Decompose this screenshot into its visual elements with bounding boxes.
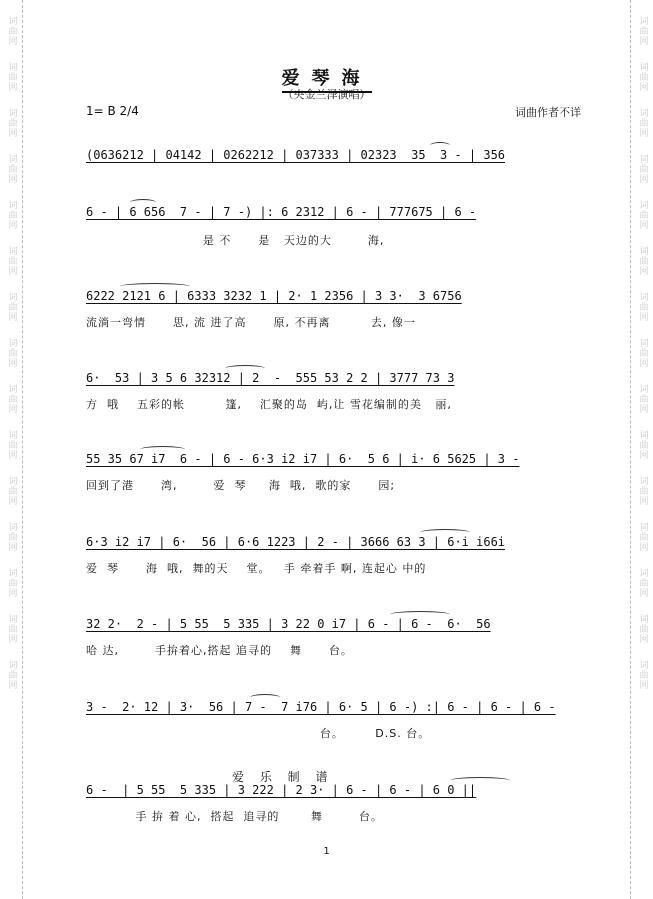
tie-arc: [430, 142, 450, 149]
tie-arc: [140, 446, 185, 453]
watermark-column-left: [0, 0, 23, 899]
watermark: 词曲网: [6, 522, 17, 552]
lyric-row-4: 方 哦 五彩的帐 篷, 汇聚的岛 屿,让 雪花编制的美 丽,: [86, 398, 452, 411]
notation-row-5: 55 35 67 i7 6 - | 6 - 6·3 i2 i7 | 6· 5 6 | i· 6 5625 | 3 -: [86, 452, 520, 466]
notation-row-2: 6 - | 6 656 7 - | 7 -) |: 6 2312 | 6 - | 777675 | 6 -: [86, 205, 477, 219]
notation-row-7: 32 2· 2 - | 5 55 5 335 | 3 22 0 i7 | 6 - | 6 - 6· 56: [86, 617, 491, 631]
watermark: 词曲网: [6, 568, 17, 598]
watermark: 词曲网: [637, 384, 648, 414]
footer-mark: 爱 乐 制 谱: [232, 770, 334, 784]
watermark: 词曲网: [637, 154, 648, 184]
lyric-row-3: 流淌一弯情 思, 流 进了高 原, 不再离 去, 像一: [86, 316, 416, 329]
watermark: 词曲网: [637, 660, 648, 690]
watermark: 词曲网: [6, 660, 17, 690]
watermark: 词曲网: [6, 16, 17, 46]
lyric-row-2: 是 不 是 天边的大 海,: [86, 234, 385, 247]
page-number: 1: [323, 846, 330, 857]
watermark: 词曲网: [6, 292, 17, 322]
watermark: 词曲网: [637, 292, 648, 322]
watermark-column-right: [630, 0, 653, 899]
credit-line: 词曲作者不详: [515, 106, 581, 119]
tie-arc: [420, 529, 470, 536]
lyric-row-8: 台。 D.S. 台。: [86, 727, 431, 740]
watermark: 词曲网: [637, 568, 648, 598]
tie-arc: [390, 611, 450, 618]
watermark: 词曲网: [6, 108, 17, 138]
lyric-row-7: 哈 达, 手拚着心,搭起 追寻的 舞 台。: [86, 644, 353, 657]
watermark: 词曲网: [6, 384, 17, 414]
watermark: 词曲网: [637, 62, 648, 92]
watermark: 词曲网: [6, 246, 17, 276]
tie-arc: [250, 694, 280, 701]
watermark: 词曲网: [637, 522, 648, 552]
tie-arc: [450, 777, 510, 784]
notation-row-9: 6 - | 5 55 5 335 | 3 222 | 2 3· | 6 - | 6 - | 6 0 ||: [86, 783, 477, 797]
watermark: 词曲网: [637, 614, 648, 644]
watermark: 词曲网: [637, 246, 648, 276]
notation-row-1: (0636212 | 04142 | 0262212 | 037333 | 02323 35 3 - | 356: [86, 148, 506, 162]
lyric-row-5: 回到了港 湾, 爱 琴 海 哦, 歌的家 园;: [86, 479, 396, 492]
lyric-row-6: 爱 琴 海 哦, 舞的天 堂。 手 牵着手 啊, 连起心 中的: [86, 562, 427, 575]
watermark: 词曲网: [6, 430, 17, 460]
watermark: 词曲网: [6, 614, 17, 644]
watermark: 词曲网: [637, 200, 648, 230]
watermark: 词曲网: [6, 62, 17, 92]
lyric-row-9: 手 拚 着 心, 搭起 追寻的 舞 台。: [86, 810, 383, 823]
watermark: 词曲网: [6, 338, 17, 368]
watermark: 词曲网: [637, 338, 648, 368]
watermark: 词曲网: [637, 16, 648, 46]
notation-row-8: 3 - 2· 12 | 3· 56 | 7 - 7 i76 | 6· 5 | 6 -) :| 6 - | 6 - | 6 -: [86, 700, 556, 714]
watermark: 词曲网: [6, 476, 17, 506]
tie-arc: [225, 365, 265, 372]
key-signature: 1= B 2/4: [86, 104, 139, 118]
watermark: 词曲网: [6, 200, 17, 230]
watermark: 词曲网: [637, 108, 648, 138]
notation-row-4: 6· 53 | 3 5 6 32312 | 2 - 555 53 2 2 | 3777 73 3: [86, 371, 455, 385]
song-title: 爱琴海: [0, 64, 653, 90]
watermark: 词曲网: [637, 430, 648, 460]
watermark: 词曲网: [637, 476, 648, 506]
notation-row-6: 6·3 i2 i7 | 6· 56 | 6·6 1223 | 2 - | 3666 63 3 | 6·i i66i: [86, 535, 506, 549]
tie-arc: [120, 283, 190, 290]
tie-arc: [130, 199, 156, 206]
notation-row-3: 6222 2121 6 | 6333 3232 1 | 2· 1 2356 | 3 3· 3 6756: [86, 289, 462, 303]
song-subtitle: （央金兰泽演唱）: [282, 88, 371, 101]
watermark: 词曲网: [6, 154, 17, 184]
